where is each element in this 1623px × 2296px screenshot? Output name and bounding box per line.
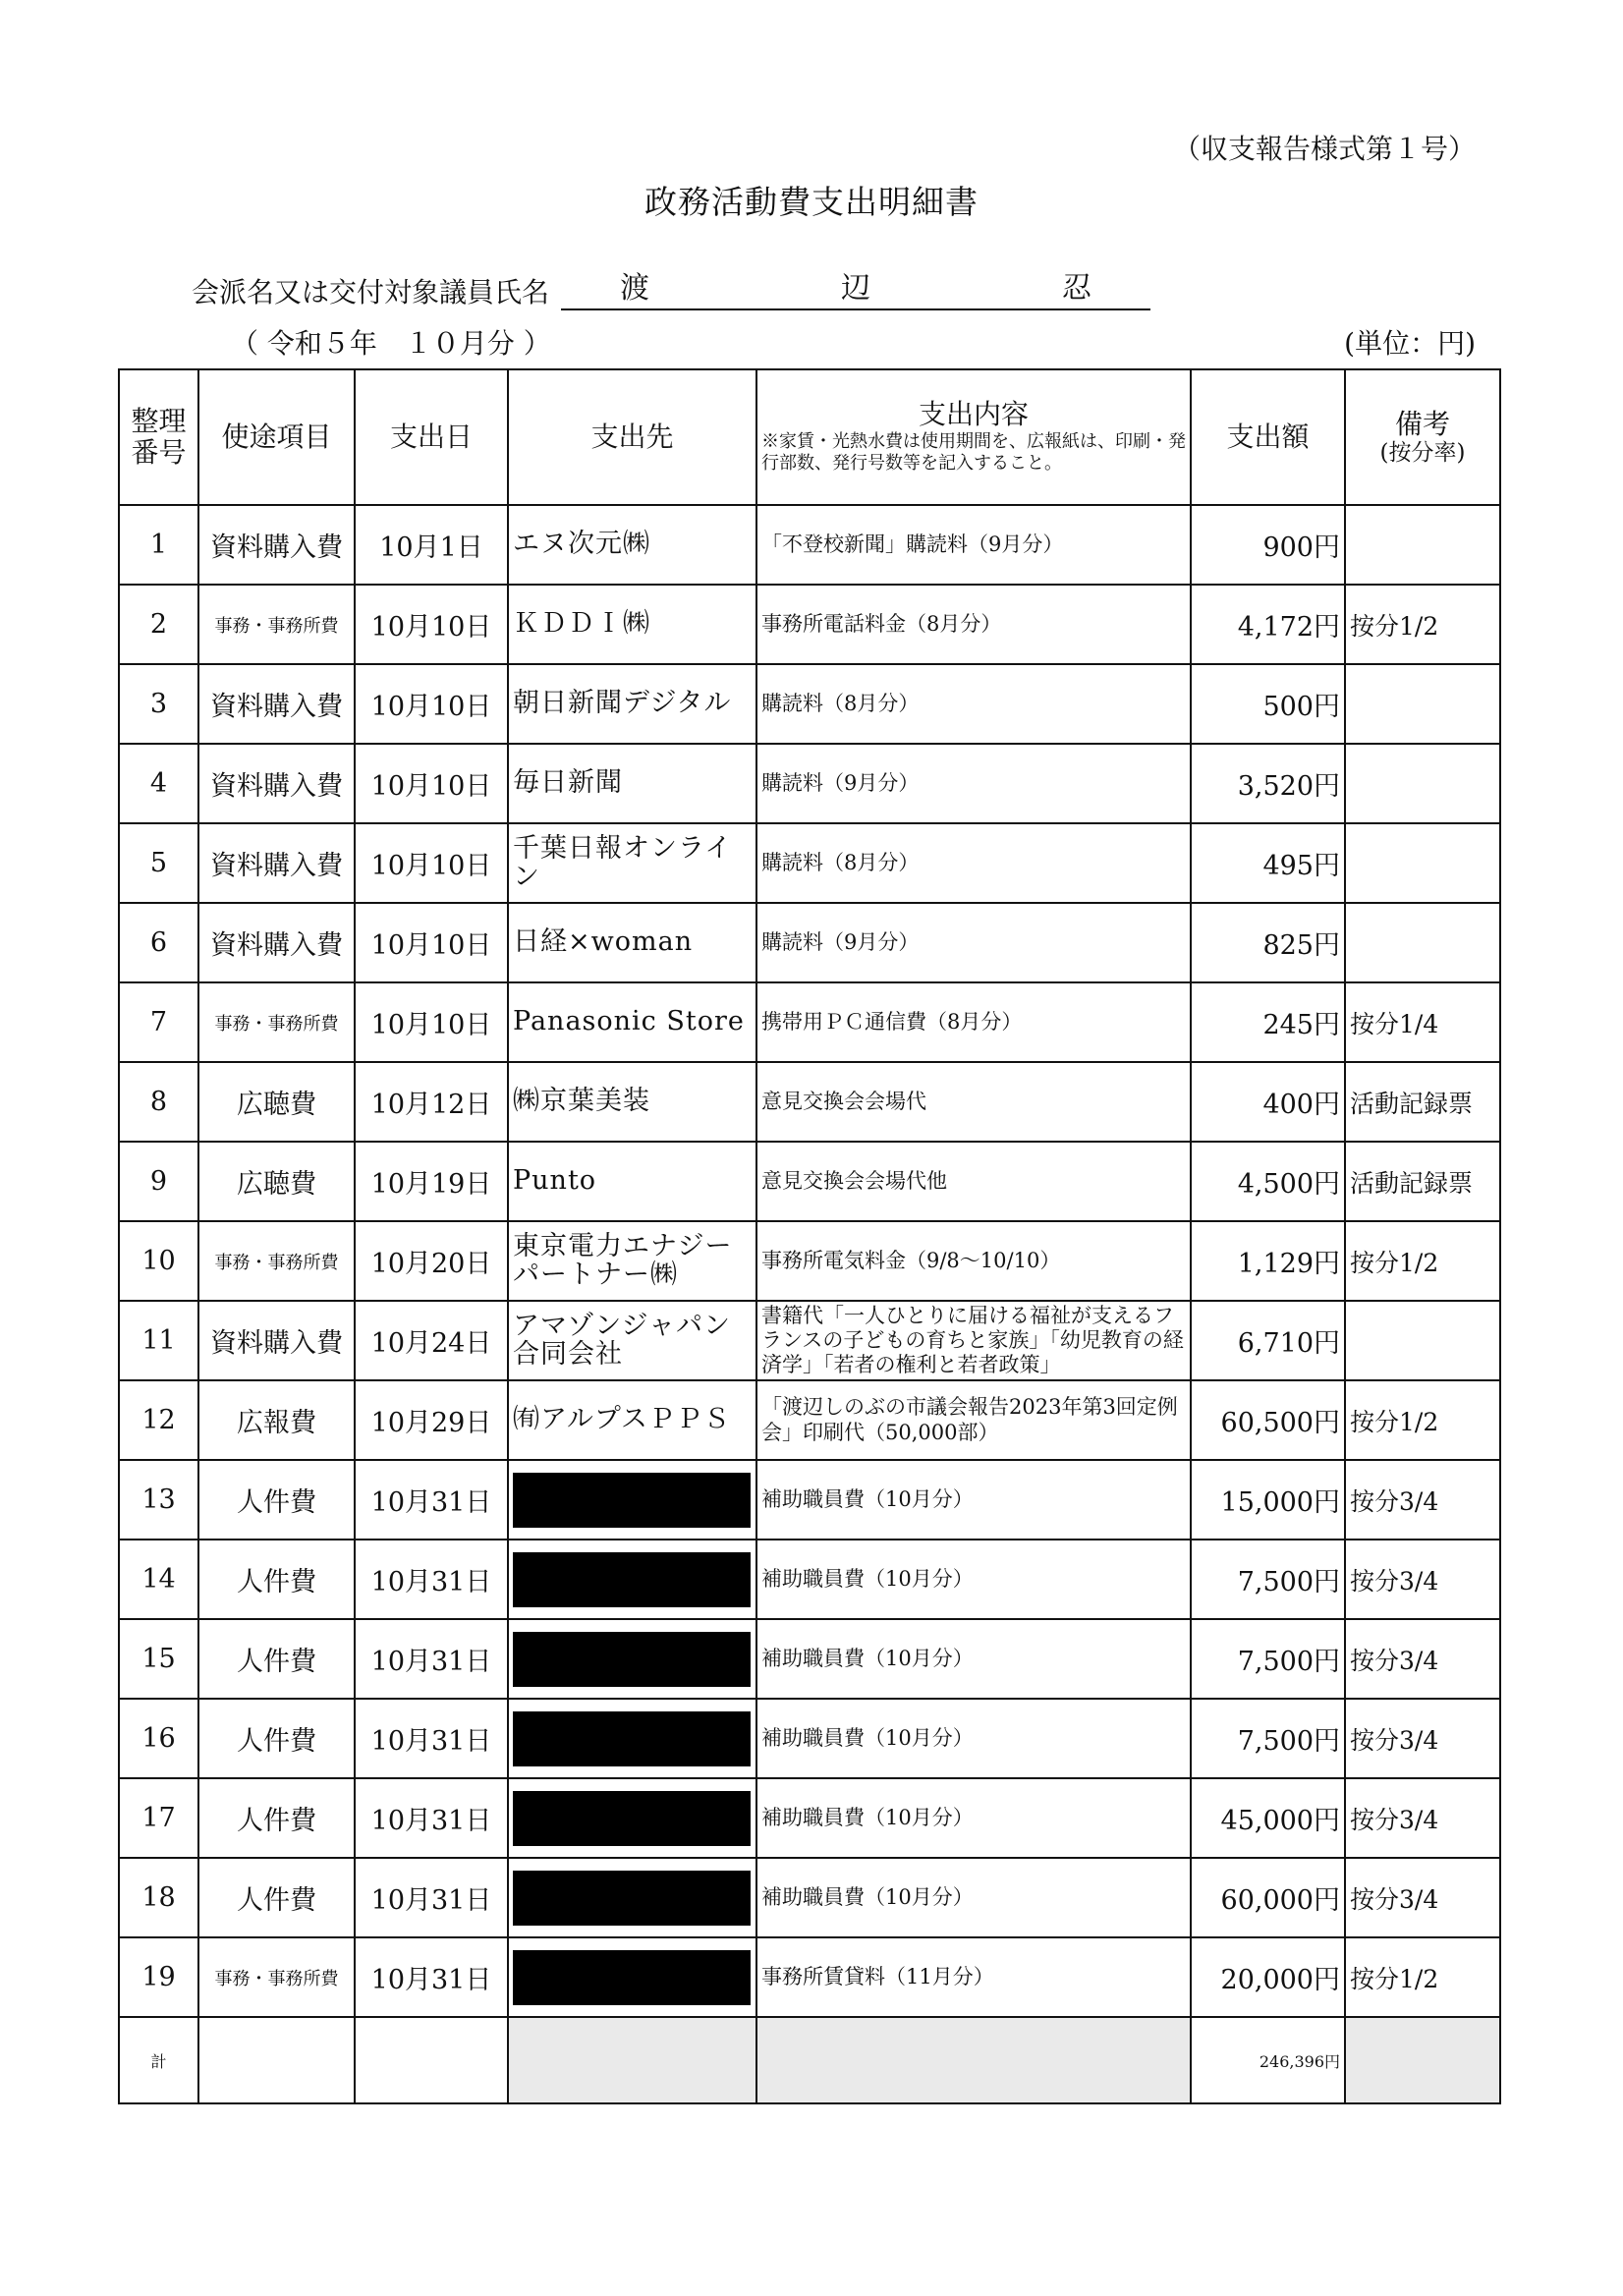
row-date: 10月31日 [355,1699,508,1778]
header-desc-title: 支出内容 [918,398,1029,431]
row-payee: Punto [508,1142,756,1221]
row-amount: 4,172円 [1191,585,1345,664]
row-amount: 400円 [1191,1062,1345,1142]
table-row [119,1699,1500,1778]
row-date: 10月10日 [355,585,508,664]
document-title: 政務活動費支出明細書 [644,183,979,221]
row-description: 補助職員費（10月分） [756,1778,1191,1858]
row-date: 10月10日 [355,744,508,823]
row-description: 補助職員費（10月分） [756,1460,1191,1540]
row-item: 資料購入費 [198,744,355,823]
row-number: 14 [119,1540,198,1619]
row-number: 9 [119,1142,198,1221]
row-date: 10月31日 [355,1858,508,1937]
row-number: 11 [119,1301,198,1380]
redaction-block [513,1632,751,1687]
row-note: 按分1/2 [1345,1380,1500,1460]
row-description: 意見交換会会場代 [756,1062,1191,1142]
table-row [119,823,1500,903]
row-note: 活動記録票 [1345,1142,1500,1221]
row-number: 18 [119,1858,198,1937]
row-number: 16 [119,1699,198,1778]
row-payee [508,1858,756,1937]
row-item: 人件費 [198,1858,355,1937]
row-payee [508,1619,756,1699]
row-payee [508,1778,756,1858]
row-date: 10月10日 [355,664,508,744]
member-name-part: 忍 [1062,271,1092,306]
table-row [119,1540,1500,1619]
row-date: 10月31日 [355,1619,508,1699]
redaction-block [513,1791,751,1846]
row-payee: ＫＤＤＩ㈱ [508,585,756,664]
header-desc-note: ※家賃・光熱水費は使用期間を、広報紙は、印刷・発行部数、発行号数等を記入すること。 [761,430,1186,475]
total-amount: 246,396円 [1191,2017,1345,2103]
row-item: 人件費 [198,1540,355,1619]
period: （ 令和５年 １０月分 ） [231,327,551,360]
row-payee: ㈲アルプスＰＰＳ [508,1380,756,1460]
row-amount: 500円 [1191,664,1345,744]
row-number: 10 [119,1221,198,1301]
row-amount: 6,710円 [1191,1301,1345,1380]
row-note: 按分3/4 [1345,1619,1500,1699]
row-item: 広報費 [198,1380,355,1460]
member-label: 会派名又は交付対象議員氏名 [192,276,550,308]
row-amount: 60,500円 [1191,1380,1345,1460]
row-item: 資料購入費 [198,505,355,585]
row-description: 補助職員費（10月分） [756,1699,1191,1778]
row-date: 10月10日 [355,903,508,982]
row-description: 補助職員費（10月分） [756,1619,1191,1699]
row-payee: 朝日新聞デジタル [508,664,756,744]
row-item: 資料購入費 [198,903,355,982]
row-note [1345,664,1500,744]
row-payee: アマゾンジャパン合同会社 [508,1301,756,1380]
row-item: 事務・事務所費 [198,982,355,1062]
row-payee: 毎日新聞 [508,744,756,823]
table-row [119,1142,1500,1221]
table-row [119,1301,1500,1380]
total-label: 計 [119,2017,198,2103]
table-row [119,585,1500,664]
row-payee: 千葉日報オンライン [508,823,756,903]
row-amount: 245円 [1191,982,1345,1062]
total-blank [1345,2017,1500,2103]
row-note [1345,1301,1500,1380]
row-item: 広聴費 [198,1062,355,1142]
row-amount: 45,000円 [1191,1778,1345,1858]
member-name-part: 渡 [620,271,650,306]
row-amount: 900円 [1191,505,1345,585]
table-row [119,1062,1500,1142]
member-name-part: 辺 [841,271,871,306]
row-item: 事務・事務所費 [198,1221,355,1301]
row-note: 按分1/4 [1345,982,1500,1062]
header-note [1345,369,1500,505]
row-date: 10月31日 [355,1460,508,1540]
table-row [119,744,1500,823]
row-amount: 3,520円 [1191,744,1345,823]
row-amount: 60,000円 [1191,1858,1345,1937]
row-item: 事務・事務所費 [198,585,355,664]
table-row [119,505,1500,585]
row-note: 按分3/4 [1345,1778,1500,1858]
row-item: 資料購入費 [198,1301,355,1380]
row-date: 10月1日 [355,505,508,585]
row-number: 1 [119,505,198,585]
header-note-title: 備考 [1394,407,1450,440]
header-no: 整理番号 [119,369,198,505]
row-amount: 7,500円 [1191,1540,1345,1619]
row-note: 按分3/4 [1345,1540,1500,1619]
row-note [1345,903,1500,982]
row-payee [508,1937,756,2017]
table-row [119,1221,1500,1301]
row-amount: 7,500円 [1191,1619,1345,1699]
row-item: 人件費 [198,1619,355,1699]
redaction-block [513,1871,751,1926]
form-number: （収支報告様式第１号） [1172,133,1476,165]
row-number: 12 [119,1380,198,1460]
redaction-block [513,1552,751,1607]
expense-rows [119,505,1500,2017]
row-date: 10月10日 [355,982,508,1062]
row-note: 按分3/4 [1345,1699,1500,1778]
row-number: 5 [119,823,198,903]
row-payee [508,1699,756,1778]
header-item: 使途項目 [198,369,355,505]
header-desc [756,369,1191,505]
row-note [1345,823,1500,903]
row-item: 広聴費 [198,1142,355,1221]
row-amount: 7,500円 [1191,1699,1345,1778]
row-description: 購読料（8月分） [756,664,1191,744]
row-payee: 日経×woman [508,903,756,982]
row-description: 事務所賃貸料（11月分） [756,1937,1191,2017]
row-description: 補助職員費（10月分） [756,1540,1191,1619]
row-number: 19 [119,1937,198,2017]
table-row [119,1619,1500,1699]
table-row [119,903,1500,982]
table-row [119,664,1500,744]
total-blank [508,2017,756,2103]
row-description: 書籍代「一人ひとりに届ける福祉が支えるフランスの子どもの育ちと家族」「幼児教育の経済学」「若者の権利と若者政策」 [756,1301,1191,1380]
row-amount: 825円 [1191,903,1345,982]
table-row [119,1778,1500,1858]
row-number: 3 [119,664,198,744]
unit-label: (単位：円) [1344,327,1476,360]
row-note: 按分1/2 [1345,1221,1500,1301]
row-date: 10月31日 [355,1540,508,1619]
row-item: 人件費 [198,1778,355,1858]
header-row [119,369,1500,505]
row-item: 人件費 [198,1699,355,1778]
table-row [119,1460,1500,1540]
row-number: 4 [119,744,198,823]
row-number: 8 [119,1062,198,1142]
header-payee: 支出先 [508,369,756,505]
header-amount: 支出額 [1191,369,1345,505]
member-row [192,263,1150,310]
row-date: 10月19日 [355,1142,508,1221]
table-row [119,982,1500,1062]
row-amount: 4,500円 [1191,1142,1345,1221]
row-description: 購読料（9月分） [756,744,1191,823]
row-date: 10月24日 [355,1301,508,1380]
row-payee [508,1460,756,1540]
total-blank [198,2017,355,2103]
row-description: 意見交換会会場代他 [756,1142,1191,1221]
row-description: 購読料（9月分） [756,903,1191,982]
row-item: 資料購入費 [198,823,355,903]
redaction-block [513,1711,751,1766]
row-amount: 495円 [1191,823,1345,903]
row-description: 事務所電気料金（9/8～10/10） [756,1221,1191,1301]
member-name [561,263,1150,310]
row-note: 按分1/2 [1345,585,1500,664]
header-note-sub: (按分率) [1379,439,1466,466]
row-date: 10月29日 [355,1380,508,1460]
row-date: 10月20日 [355,1221,508,1301]
row-amount: 15,000円 [1191,1460,1345,1540]
row-number: 7 [119,982,198,1062]
row-description: 購読料（8月分） [756,823,1191,903]
row-description: 補助職員費（10月分） [756,1858,1191,1937]
row-number: 13 [119,1460,198,1540]
row-description: 携帯用ＰＣ通信費（8月分） [756,982,1191,1062]
row-number: 15 [119,1619,198,1699]
row-payee [508,1540,756,1619]
row-note [1345,744,1500,823]
table-row [119,1380,1500,1460]
row-date: 10月12日 [355,1062,508,1142]
row-item: 資料購入費 [198,664,355,744]
row-amount: 1,129円 [1191,1221,1345,1301]
row-note: 按分3/4 [1345,1460,1500,1540]
row-number: 17 [119,1778,198,1858]
row-note [1345,505,1500,585]
redaction-block [513,1950,751,2005]
row-description: 「不登校新聞」購読料（9月分） [756,505,1191,585]
row-number: 6 [119,903,198,982]
row-date: 10月31日 [355,1778,508,1858]
row-item: 人件費 [198,1460,355,1540]
header-date: 支出日 [355,369,508,505]
redaction-block [513,1473,751,1528]
expense-table [118,368,1501,2104]
row-note: 按分1/2 [1345,1937,1500,2017]
row-note: 活動記録票 [1345,1062,1500,1142]
row-payee: ㈱京葉美装 [508,1062,756,1142]
total-blank [355,2017,508,2103]
row-date: 10月31日 [355,1937,508,2017]
total-blank [756,2017,1191,2103]
row-number: 2 [119,585,198,664]
table-row [119,1937,1500,2017]
row-description: 事務所電話料金（8月分） [756,585,1191,664]
row-note: 按分3/4 [1345,1858,1500,1937]
row-item: 事務・事務所費 [198,1937,355,2017]
table-row [119,1858,1500,1937]
row-description: 「渡辺しのぶの市議会報告2023年第3回定例会」印刷代（50,000部） [756,1380,1191,1460]
row-payee: 東京電力エナジーパートナー㈱ [508,1221,756,1301]
row-amount: 20,000円 [1191,1937,1345,2017]
row-payee: Panasonic Store [508,982,756,1062]
row-date: 10月10日 [355,823,508,903]
row-payee: エヌ次元㈱ [508,505,756,585]
total-row [119,2017,1500,2103]
